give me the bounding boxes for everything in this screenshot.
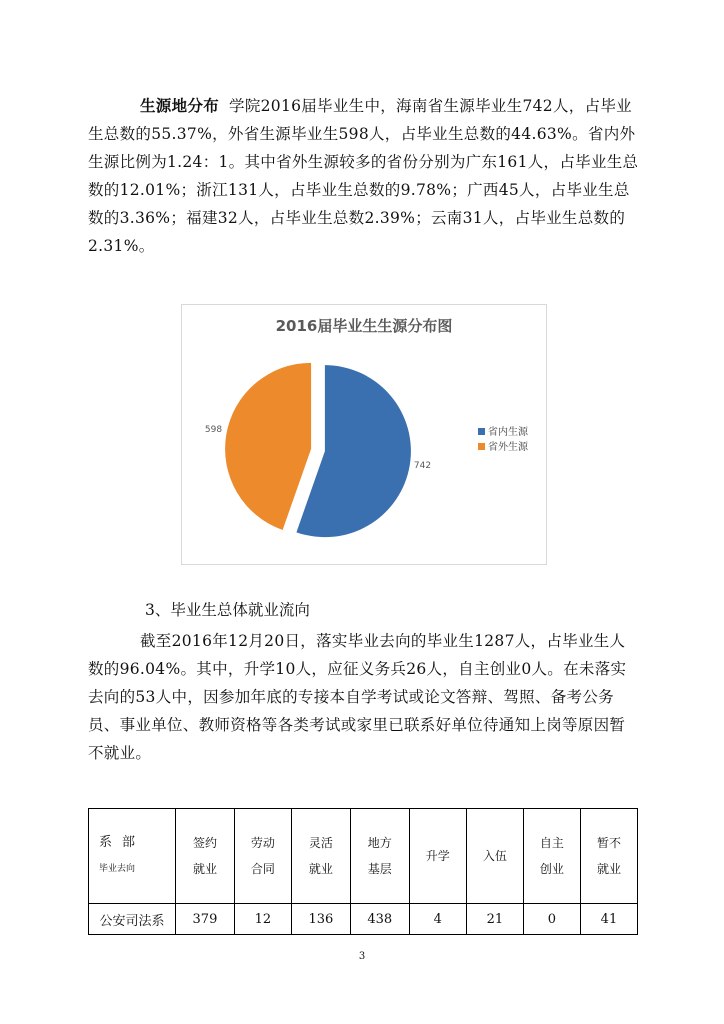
legend-swatch (478, 428, 485, 435)
header-text: 自主 (539, 836, 564, 850)
header-text: 基层 (367, 862, 392, 876)
header-text: 暂不 (596, 836, 621, 850)
data-label: 598 (204, 425, 223, 436)
header-cell (409, 809, 466, 904)
value-cell: 379 (176, 904, 235, 935)
employment-paragraph: 截至2016年12月20日，落实毕业去向的毕业生1287人，占毕业生人数的96.04%。其中，升学10人，应征义务兵26人，自主创业0人。在未落实去向的53人中，因参加年底的专接本自学考试或论文答辩、驾照、备考公务员、事业单位、教师资格等各类考试或家里已联系好单位待通知上岗等原因暂不就业。 (88, 632, 627, 762)
corner-top: 系部 (99, 835, 146, 850)
pie-slice (225, 363, 311, 530)
source-distribution-paragraph (88, 92, 640, 260)
pie-svg (182, 305, 546, 564)
header-cell (176, 809, 235, 904)
employment-table (88, 808, 638, 935)
header-text: 入伍 (482, 849, 507, 863)
legend-swatch (478, 443, 485, 450)
legend-label: 省外生源 (488, 442, 528, 453)
value-cell: 21 (466, 904, 523, 935)
header-text: 合同 (250, 862, 275, 876)
section-lead: 生源地分布 (140, 97, 220, 115)
header-cell (350, 809, 409, 904)
source-pie-chart (181, 304, 547, 565)
header-cell (234, 809, 291, 904)
header-text: 灵活 (308, 836, 333, 850)
header-text: 劳动 (250, 836, 275, 850)
value-cell: 136 (291, 904, 350, 935)
pie-slice (296, 365, 410, 537)
legend-label: 省内生源 (488, 427, 528, 438)
page-number: 3 (358, 951, 366, 962)
value-cell: 438 (350, 904, 409, 935)
value-cell: 0 (523, 904, 580, 935)
header-text: 地方 (367, 836, 392, 850)
header-cell (523, 809, 580, 904)
corner-cell (89, 809, 176, 904)
header-cell (580, 809, 637, 904)
corner-bottom: 毕业去向 (99, 864, 136, 874)
header-text: 签约 (192, 836, 217, 850)
value-cell: 4 (409, 904, 466, 935)
section-body: 学院2016届毕业生中，海南省生源毕业生742人，占毕业生总数的55.37%，外省生源毕业生598人，占毕业生总数的44.63%。省内外生源比例为1.24：1。其中省外生源较多的省份分别为广东161人，占毕业生总数的12.01%；浙江131人，占毕业生总数的9.78%；广西45人，占毕业生总数的3.36%；福建32人，占毕业生总数2.39%；云南31人，占毕业生总数的2.31%。 (88, 97, 639, 255)
employment-heading: 3、毕业生总体就业流向 (145, 601, 310, 619)
data-label: 742 (413, 460, 432, 471)
header-text: 就业 (596, 862, 621, 876)
table-header-row (89, 809, 638, 904)
header-text: 就业 (308, 862, 333, 876)
header-text: 升学 (425, 849, 450, 863)
header-text: 就业 (192, 862, 217, 876)
chart-title: 2016届毕业生生源分布图 (275, 317, 453, 335)
value-cell: 12 (234, 904, 291, 935)
header-text: 创业 (539, 862, 564, 876)
header-cell (466, 809, 523, 904)
header-cell (291, 809, 350, 904)
value-cell: 41 (580, 904, 637, 935)
dept-cell: 公安司法系 (89, 904, 176, 935)
table-row (89, 904, 638, 935)
